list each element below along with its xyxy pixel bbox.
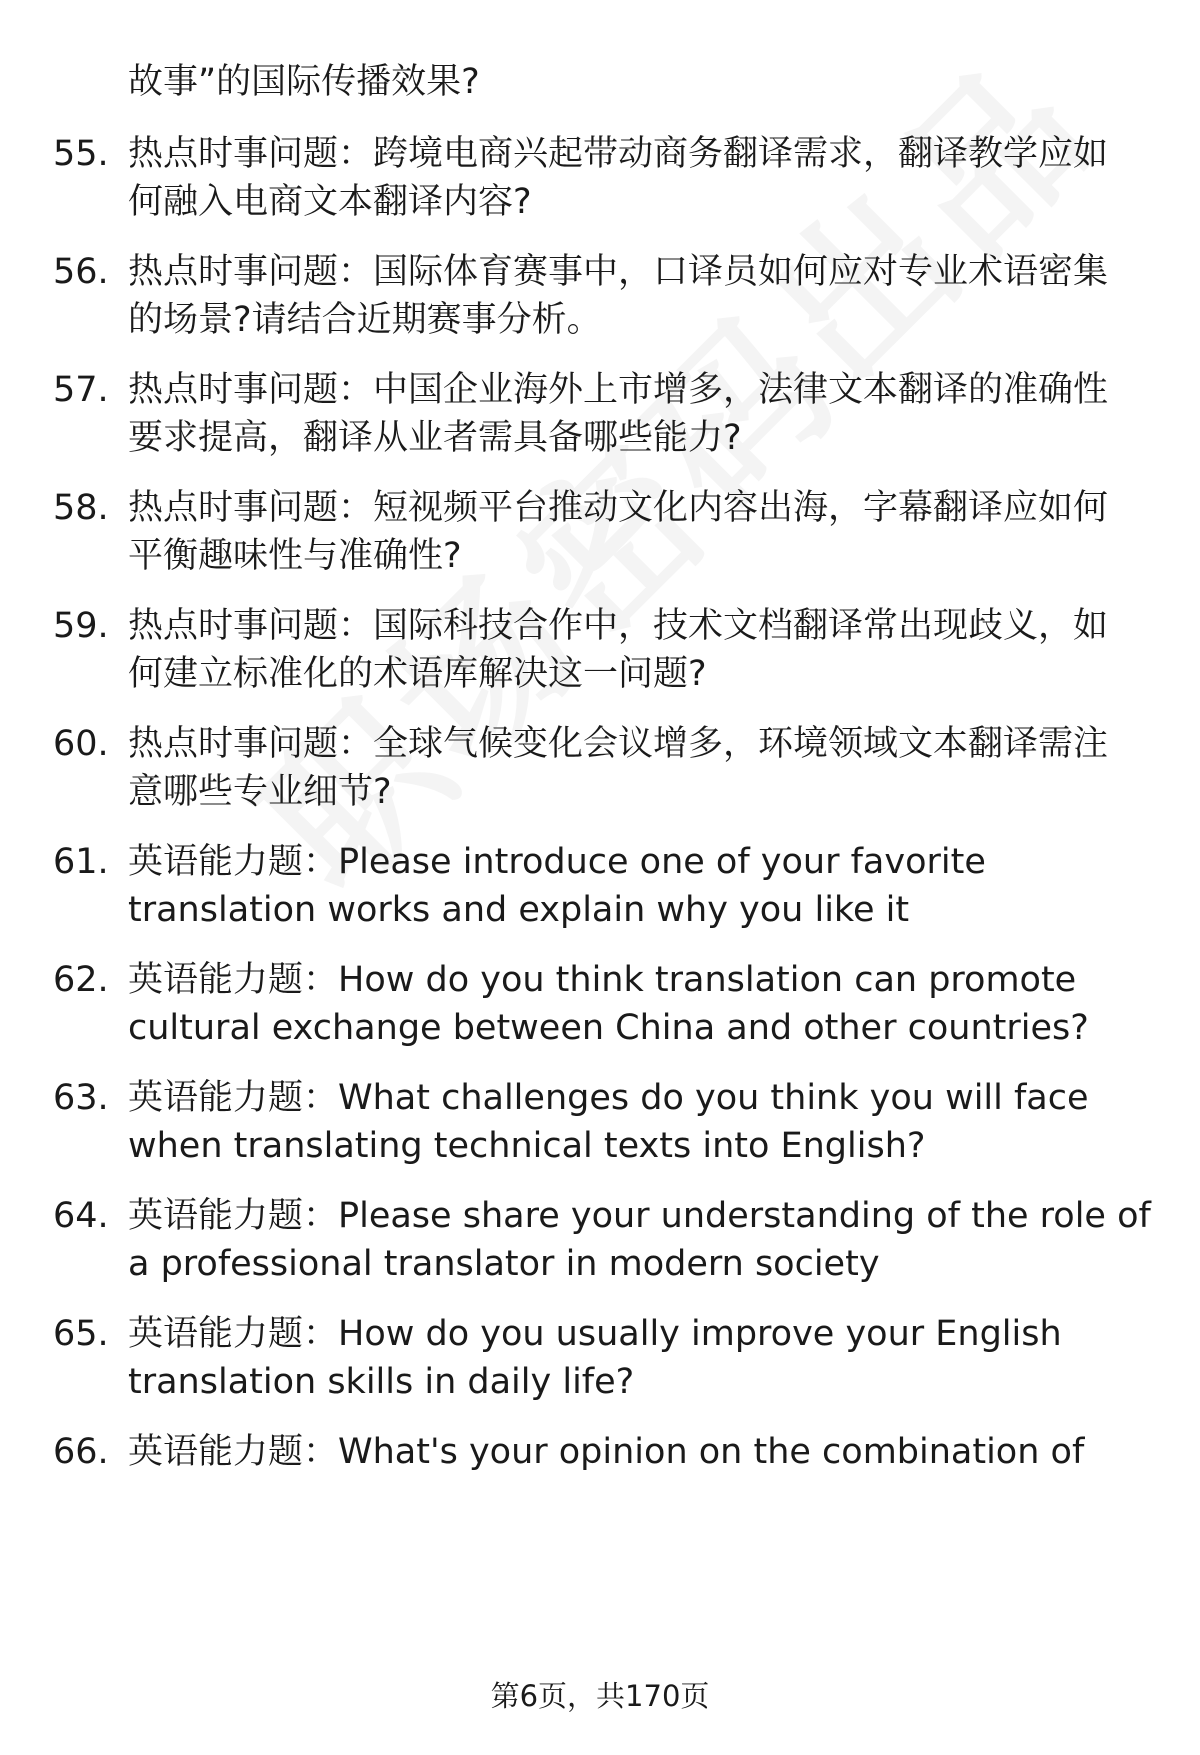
- question-number: 59.: [53, 606, 109, 646]
- question-line: cultural exchange between China and other countries?: [128, 1008, 1089, 1048]
- question-line: translation works and explain why you like it: [128, 890, 910, 930]
- question-line: 英语能力题：How do you think translation can promote: [128, 960, 1077, 1000]
- question-line: 热点时事问题：短视频平台推动文化内容出海，字幕翻译应如何: [128, 488, 1109, 528]
- question-body: [128, 130, 1168, 226]
- question-body: [128, 1074, 1168, 1170]
- question-body: [128, 366, 1168, 462]
- question-body: [128, 484, 1168, 580]
- question-line: 的场景?请结合近期赛事分析。: [128, 300, 602, 340]
- question-body: [128, 838, 1168, 934]
- question-number: 63.: [53, 1078, 109, 1118]
- question-number: 56.: [53, 252, 109, 292]
- question-line: 英语能力题：What challenges do you think you will face: [128, 1078, 1089, 1118]
- question-body: [128, 956, 1168, 1052]
- question-line: 何建立标准化的术语库解决这一问题?: [128, 654, 707, 694]
- question-body: [128, 1192, 1168, 1288]
- question-number: 60.: [53, 724, 109, 764]
- question-number: 61.: [53, 842, 109, 882]
- question-body: [128, 248, 1168, 344]
- question-body: [128, 1310, 1168, 1406]
- question-line: 意哪些专业细节?: [128, 772, 392, 812]
- question-line: 热点时事问题：国际体育赛事中，口译员如何应对专业术语密集: [128, 252, 1109, 292]
- question-line: 英语能力题：How do you usually improve your English: [128, 1314, 1062, 1354]
- question-number: 62.: [53, 960, 109, 1000]
- question-number: 66.: [53, 1432, 109, 1472]
- question-body: [128, 602, 1168, 698]
- question-line: 平衡趣味性与准确性?: [128, 536, 462, 576]
- question-line: 热点时事问题：全球气候变化会议增多，环境领域文本翻译需注: [128, 724, 1109, 764]
- question-number: 64.: [53, 1196, 109, 1236]
- page-footer: 第6页，共170页: [490, 1679, 710, 1713]
- question-body: [128, 1428, 1168, 1476]
- question-body: [128, 58, 1168, 106]
- question-number: 57.: [53, 370, 109, 410]
- question-line: 英语能力题：What's your opinion on the combination of: [128, 1432, 1085, 1472]
- question-line: 热点时事问题：中国企业海外上市增多，法律文本翻译的准确性: [128, 370, 1109, 410]
- question-line: translation skills in daily life?: [128, 1362, 635, 1402]
- question-body: [128, 720, 1168, 816]
- question-line: 何融入电商文本翻译内容?: [128, 182, 532, 222]
- question-line: 要求提高，翻译从业者需具备哪些能力?: [128, 418, 742, 458]
- question-line: 热点时事问题：跨境电商兴起带动商务翻译需求，翻译教学应如: [128, 134, 1109, 174]
- question-number: 65.: [53, 1314, 109, 1354]
- question-line: 英语能力题：Please introduce one of your favorite: [128, 842, 986, 882]
- question-line: 英语能力题：Please share your understanding of the role of: [128, 1196, 1151, 1236]
- question-line: when translating technical texts into English?: [128, 1126, 926, 1166]
- question-number: 58.: [53, 488, 109, 528]
- question-line: 热点时事问题：国际科技合作中，技术文档翻译常出现歧义，如: [128, 606, 1109, 646]
- question-line: 故事”的国际传播效果?: [128, 62, 480, 102]
- question-number: 55.: [53, 134, 109, 174]
- question-line: a professional translator in modern society: [128, 1244, 880, 1284]
